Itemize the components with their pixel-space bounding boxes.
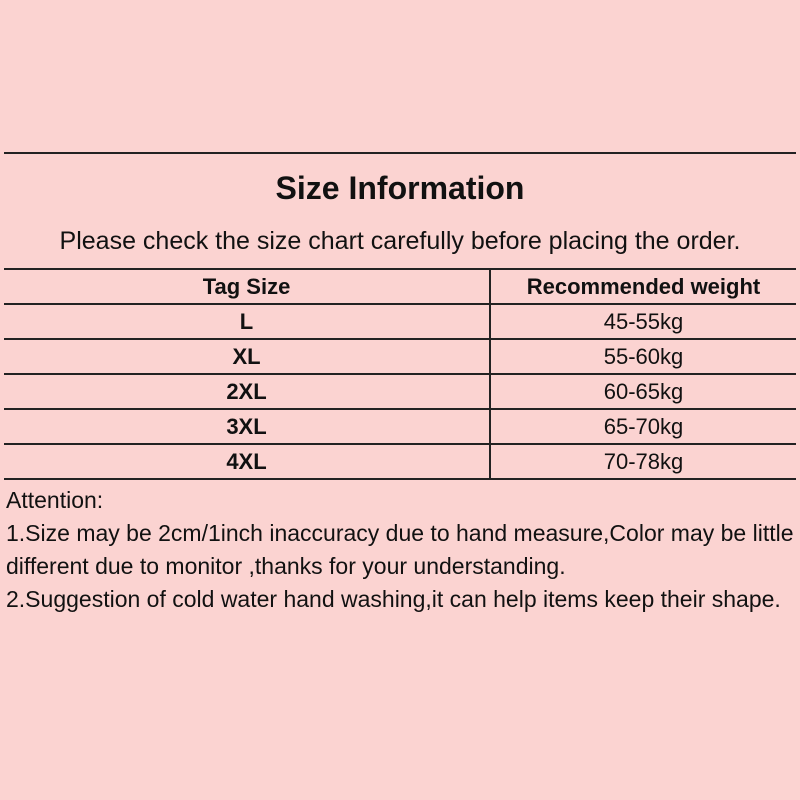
- table-row: [4, 409, 796, 444]
- tag-size-cell: L: [4, 304, 490, 339]
- attention-notes: [6, 484, 796, 616]
- weight-cell: 55-60kg: [490, 339, 796, 374]
- table-row: [4, 374, 796, 409]
- attention-item: 1.Size may be 2cm/1inch inaccuracy due to hand measure,Color may be little different due to monitor ,thanks for your understanding.: [6, 520, 794, 579]
- weight-cell: 60-65kg: [490, 374, 796, 409]
- tag-size-cell: XL: [4, 339, 490, 374]
- weight-cell: 70-78kg: [490, 444, 796, 479]
- table-row: [4, 304, 796, 339]
- tag-size-cell: 4XL: [4, 444, 490, 479]
- page-subtitle: Please check the size chart carefully before placing the order.: [59, 227, 741, 255]
- size-table: [4, 268, 796, 480]
- table-row: [4, 444, 796, 479]
- attention-item: 2.Suggestion of cold water hand washing,it can help items keep their shape.: [6, 586, 781, 612]
- column-header-recommended-weight: Recommended weight: [490, 269, 796, 304]
- tag-size-cell: 2XL: [4, 374, 490, 409]
- attention-heading: Attention:: [6, 487, 104, 513]
- top-divider: [4, 152, 796, 154]
- table-row: [4, 339, 796, 374]
- page-title: Size Information: [275, 170, 525, 206]
- table-header-row: [4, 269, 796, 304]
- tag-size-cell: 3XL: [4, 409, 490, 444]
- weight-cell: 45-55kg: [490, 304, 796, 339]
- weight-cell: 65-70kg: [490, 409, 796, 444]
- column-header-tag-size: Tag Size: [4, 269, 490, 304]
